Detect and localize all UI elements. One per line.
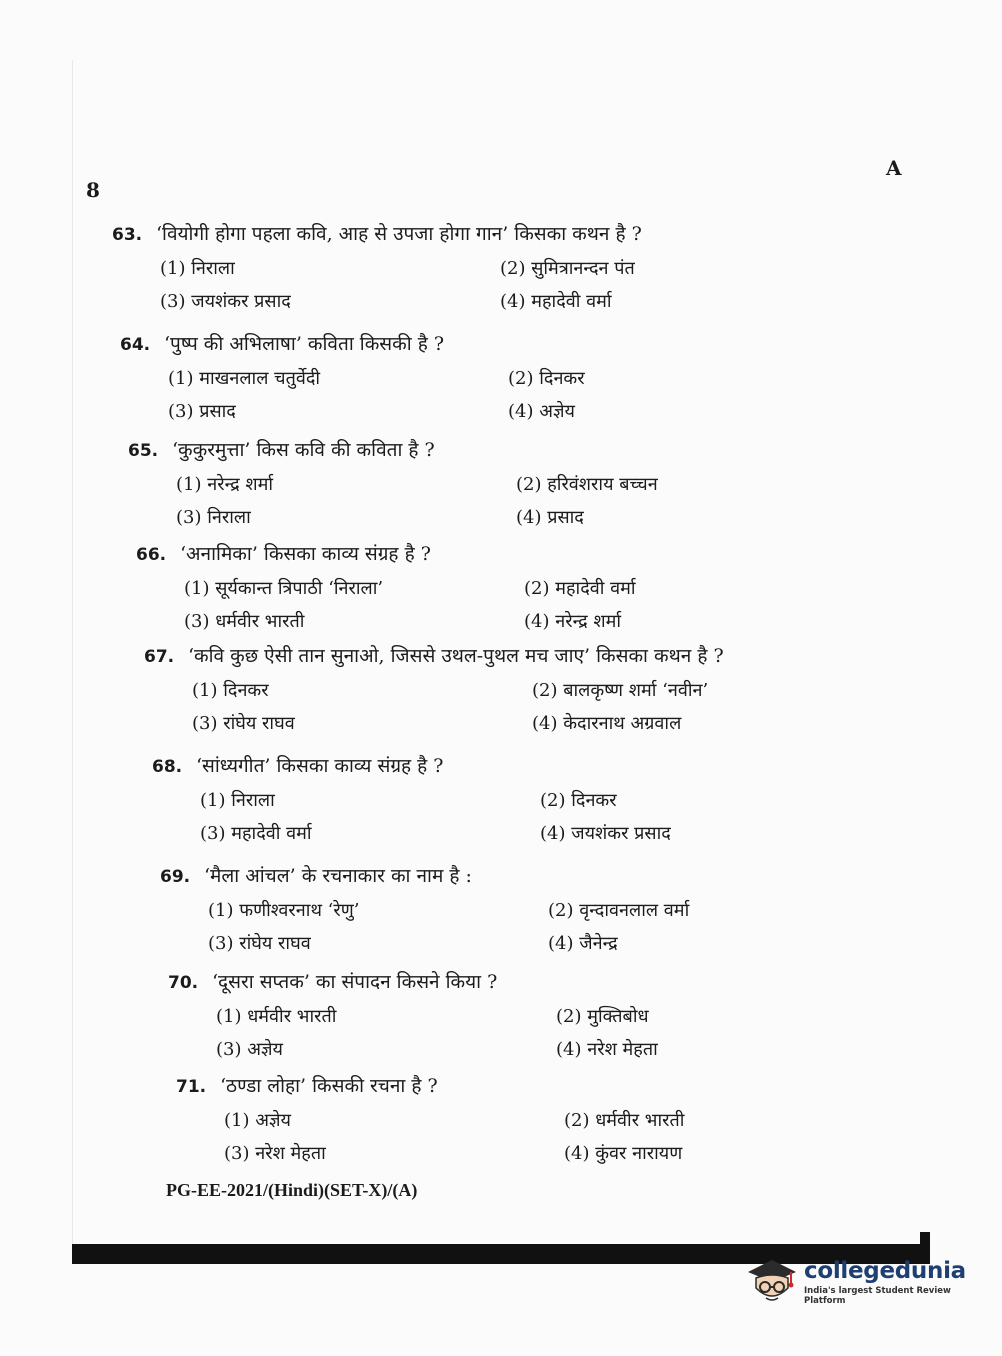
question-number: 63. — [112, 225, 143, 245]
question-text: ‘ठण्डा लोहा’ किसकी रचना है ? — [220, 1075, 438, 1097]
question-68 — [152, 752, 852, 845]
option-2: (2) महादेवी वर्मा — [524, 578, 636, 599]
question-text: ‘मैला आंचल’ के रचनाकार का नाम है : — [204, 865, 472, 887]
option-4: (4) जैनेन्द्र — [548, 933, 618, 954]
question-text: ‘सांध्यगीत’ किसका काव्य संग्रह है ? — [196, 755, 444, 777]
question-text: ‘अनामिका’ किसका काव्य संग्रह है ? — [180, 543, 431, 565]
question-text: ‘कवि कुछ ऐसी तान सुनाओ, जिससे उथल-पुथल मच जाए’ किसका कथन है ? — [188, 645, 724, 667]
question-text: ‘दूसरा सप्तक’ का संपादन किसने किया ? — [212, 971, 498, 993]
option-3: (3) रांघेय राघव — [192, 713, 295, 734]
question-number: 65. — [128, 441, 159, 461]
option-2: (2) मुक्तिबोध — [556, 1006, 649, 1027]
option-3: (3) जयशंकर प्रसाद — [160, 291, 291, 312]
option-4: (4) कुंवर नारायण — [564, 1143, 683, 1164]
question-64 — [120, 330, 820, 423]
option-1: (1) धर्मवीर भारती — [216, 1006, 337, 1027]
set-letter: A — [886, 156, 902, 180]
option-4: (4) नरेन्द्र शर्मा — [524, 611, 622, 632]
option-2: (2) दिनकर — [508, 368, 585, 389]
option-4: (4) अज्ञेय — [508, 401, 575, 422]
question-66 — [136, 540, 836, 633]
option-1: (1) निराला — [160, 258, 235, 279]
question-69 — [160, 862, 860, 955]
question-text: ‘पुष्प की अभिलाषा’ कविता किसकी है ? — [164, 333, 445, 355]
option-3: (3) रांघेय राघव — [208, 933, 311, 954]
question-text: ‘वियोगी होगा पहला कवि, आह से उपजा होगा गान’ किसका कथन है ? — [156, 223, 642, 245]
option-3: (3) धर्मवीर भारती — [184, 611, 305, 632]
question-number: 67. — [144, 647, 175, 667]
brand-tagline: India's largest Student Review Platform — [804, 1286, 951, 1306]
brand-name: collegedunia — [804, 1258, 966, 1284]
question-63 — [112, 220, 812, 313]
question-number: 70. — [168, 973, 199, 993]
option-2: (2) दिनकर — [540, 790, 617, 811]
graduate-mascot-icon — [744, 1254, 800, 1310]
question-65 — [128, 436, 828, 529]
option-2: (2) हरिवंशराय बच्चन — [516, 474, 658, 495]
collegedunia-watermark — [744, 1250, 974, 1314]
option-4: (4) प्रसाद — [516, 507, 584, 528]
page-number: 8 — [86, 178, 100, 202]
option-2: (2) बालकृष्ण शर्मा ‘नवीन’ — [532, 680, 709, 701]
question-67 — [144, 642, 844, 735]
option-3: (3) निराला — [176, 507, 251, 528]
option-4: (4) केदारनाथ अग्रवाल — [532, 713, 682, 734]
option-4: (4) जयशंकर प्रसाद — [540, 823, 671, 844]
question-71 — [176, 1072, 876, 1165]
question-number: 66. — [136, 545, 167, 565]
option-2: (2) वृन्दावनलाल वर्मा — [548, 900, 690, 921]
option-3: (3) अज्ञेय — [216, 1039, 283, 1060]
option-4: (4) नरेश मेहता — [556, 1039, 658, 1060]
option-1: (1) निराला — [200, 790, 275, 811]
option-2: (2) धर्मवीर भारती — [564, 1110, 685, 1131]
option-1: (1) नरेन्द्र शर्मा — [176, 474, 274, 495]
question-70 — [168, 968, 868, 1061]
option-1: (1) अज्ञेय — [224, 1110, 291, 1131]
question-number: 68. — [152, 757, 183, 777]
paper-code: PG-EE-2021/(Hindi)(SET-X)/(A) — [166, 1180, 418, 1200]
question-number: 69. — [160, 867, 191, 887]
page-edge — [72, 60, 73, 1244]
option-3: (3) प्रसाद — [168, 401, 236, 422]
option-3: (3) नरेश मेहता — [224, 1143, 326, 1164]
question-text: ‘कुकुरमुत्ता’ किस कवि की कविता है ? — [172, 439, 435, 461]
question-number: 71. — [176, 1077, 207, 1097]
option-4: (4) महादेवी वर्मा — [500, 291, 612, 312]
option-3: (3) महादेवी वर्मा — [200, 823, 312, 844]
option-1: (1) माखनलाल चतुर्वेदी — [168, 368, 321, 389]
option-1: (1) दिनकर — [192, 680, 269, 701]
option-1: (1) सूर्यकान्त त्रिपाठी ‘निराला’ — [184, 578, 384, 599]
option-1: (1) फणीश्वरनाथ ‘रेणु’ — [208, 900, 360, 921]
question-number: 64. — [120, 335, 151, 355]
option-2: (2) सुमित्रानन्दन पंत — [500, 258, 635, 279]
